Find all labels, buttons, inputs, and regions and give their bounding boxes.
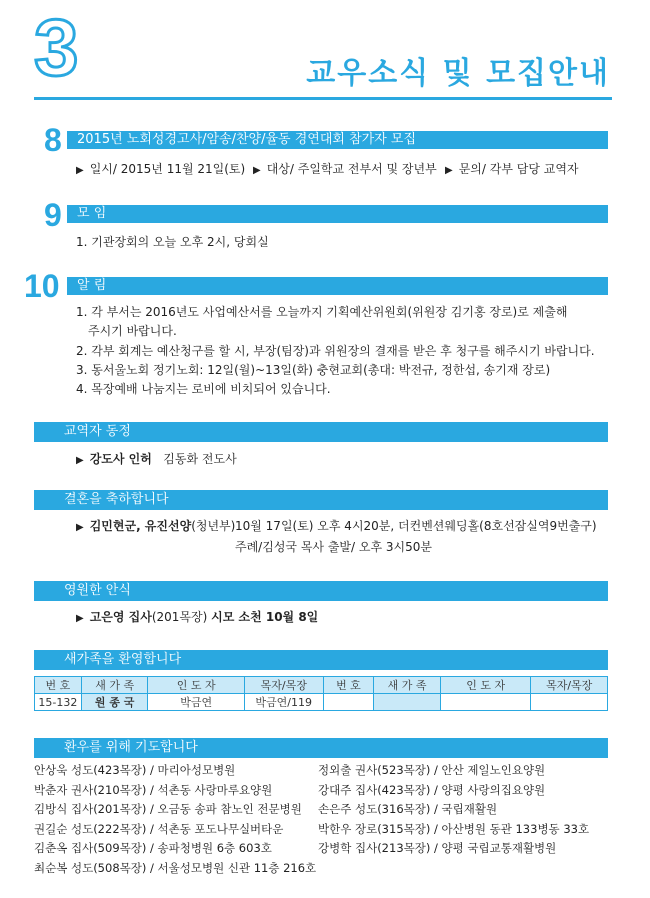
table-cell: 박금연/119 bbox=[244, 694, 323, 711]
table-cell: 15-132 bbox=[35, 694, 82, 711]
page-number: 3 bbox=[34, 3, 79, 92]
bullet-icon: ▶ bbox=[445, 165, 453, 176]
staff-title-bar: 교역자 동정 bbox=[34, 422, 608, 442]
section-number-10: 10 bbox=[24, 268, 60, 304]
table-header-row bbox=[35, 677, 608, 694]
info-contact: ▶ 문의/ 각부 담당 교역자 bbox=[445, 162, 579, 176]
prayer-list-right bbox=[318, 761, 589, 859]
bullet-icon: ▶ bbox=[253, 165, 261, 176]
list-item: 박춘자 권사(210목장) / 석촌동 사랑마루요양원 bbox=[34, 782, 273, 797]
passing-title-bar: 영원한 안식 bbox=[34, 581, 608, 601]
col-header: 인 도 자 bbox=[440, 677, 530, 694]
col-header: 목자/목장 bbox=[531, 677, 608, 694]
table-cell: 원 종 국 bbox=[81, 694, 148, 711]
newfamily-title-bar: 새가족을 환영합니다 bbox=[34, 650, 608, 670]
col-header: 번 호 bbox=[35, 677, 82, 694]
section-number-8: 8 bbox=[44, 122, 62, 158]
col-header: 번 호 bbox=[323, 677, 374, 694]
passing-item: ▶ 고은영 집사(201목장) 시모 소천 10월 8일 bbox=[76, 610, 319, 624]
prayer-list-left bbox=[34, 761, 316, 878]
bullet-icon: ▶ bbox=[76, 522, 84, 533]
bullet-icon: ▶ bbox=[76, 455, 84, 466]
section-title-bar: 모 임 bbox=[67, 205, 608, 223]
newfamily-table bbox=[34, 676, 608, 711]
section-title-bar: 알 림 bbox=[67, 277, 608, 295]
list-item: 권길순 성도(222목장) / 석촌동 포도나무실버타운 bbox=[34, 821, 284, 836]
list-item: 최순복 성도(508목장) / 서울성모병원 신관 11층 216호 bbox=[34, 860, 317, 875]
col-header: 인 도 자 bbox=[148, 677, 244, 694]
wedding-detail-2: 주례/김성국 목사 출발/ 오후 3시50분 bbox=[235, 540, 432, 554]
list-item: 강병학 집사(213목장) / 양평 국립교통재활병원 bbox=[318, 841, 557, 855]
section-title-bar: 2015년 노회성경고사/암송/찬양/율동 경연대회 참가자 모집 bbox=[67, 131, 608, 149]
page-title: 교우소식 및 모집안내 bbox=[306, 56, 610, 91]
list-item: 김방식 집사(201목장) / 오금동 송파 참노인 전문병원 bbox=[34, 802, 302, 816]
table-cell bbox=[440, 694, 530, 711]
notice-item: 2. 각부 회계는 예산청구를 할 시, 부장(팀장)과 위원장의 결재를 받은 후 청구를 해주시기 바랍니다. bbox=[76, 344, 595, 358]
header-rule bbox=[34, 97, 612, 100]
col-header: 새 가 족 bbox=[374, 677, 441, 694]
wedding-title-bar: 결혼을 축하합니다 bbox=[34, 490, 608, 510]
info-date: ▶ 일시/ 2015년 11월 21일(토) bbox=[76, 162, 246, 176]
wedding-detail: 10월 17일(토) 오후 4시20분, 더컨벤션웨딩홀(8호선잠실역9번출구) bbox=[235, 519, 597, 533]
staff-item: ▶ 강도사 인허 김동화 전도사 bbox=[76, 452, 237, 466]
info-target: ▶ 대상/ 주일학교 전부서 및 장년부 bbox=[253, 162, 437, 176]
wedding-item: ▶ 김민현군, 유진선양(청년부) bbox=[76, 519, 236, 533]
bullet-icon: ▶ bbox=[76, 613, 84, 624]
table-cell bbox=[374, 694, 441, 711]
col-header: 새 가 족 bbox=[81, 677, 148, 694]
meeting-item: 1. 기관장회의 오늘 오후 2시, 당회실 bbox=[76, 235, 269, 249]
notice-item: 1. 각 부서는 2016년도 사업예산서를 오늘까지 기획예산위원회(위원장 김기홍 장로)로 제출해 bbox=[76, 305, 568, 319]
notice-item: 3. 동서울노회 정기노회: 12일(월)~13일(화) 충현교회(총대: 박전규, 정한섭, 송기재 장로) bbox=[76, 363, 551, 377]
col-header: 목자/목장 bbox=[244, 677, 323, 694]
list-item: 손은주 성도(316목장) / 국립재활원 bbox=[318, 802, 498, 816]
bullet-icon: ▶ bbox=[76, 165, 84, 176]
list-item: 박한우 장로(315목장) / 아산병원 동관 133병동 33호 bbox=[318, 821, 590, 836]
table-cell bbox=[323, 694, 374, 711]
list-item: 김춘옥 집사(509목장) / 송파청병원 6층 603호 bbox=[34, 841, 272, 855]
list-item: 안상욱 성도(423목장) / 마리아성모병원 bbox=[34, 763, 236, 777]
list-item: 정외출 권사(523목장) / 안산 제일노인요양원 bbox=[318, 763, 546, 777]
notice-item: 주시기 바랍니다. bbox=[88, 324, 177, 338]
table-row bbox=[35, 694, 608, 711]
list-item: 강대주 집사(423목장) / 양평 사랑의집요양원 bbox=[318, 782, 546, 797]
notice-item: 4. 목장예배 나눔지는 로비에 비치되어 있습니다. bbox=[76, 382, 331, 396]
table-cell: 박금연 bbox=[148, 694, 244, 711]
prayer-title-bar: 환우를 위해 기도합니다 bbox=[34, 738, 608, 758]
table-cell bbox=[531, 694, 608, 711]
section-number-9: 9 bbox=[44, 197, 62, 233]
